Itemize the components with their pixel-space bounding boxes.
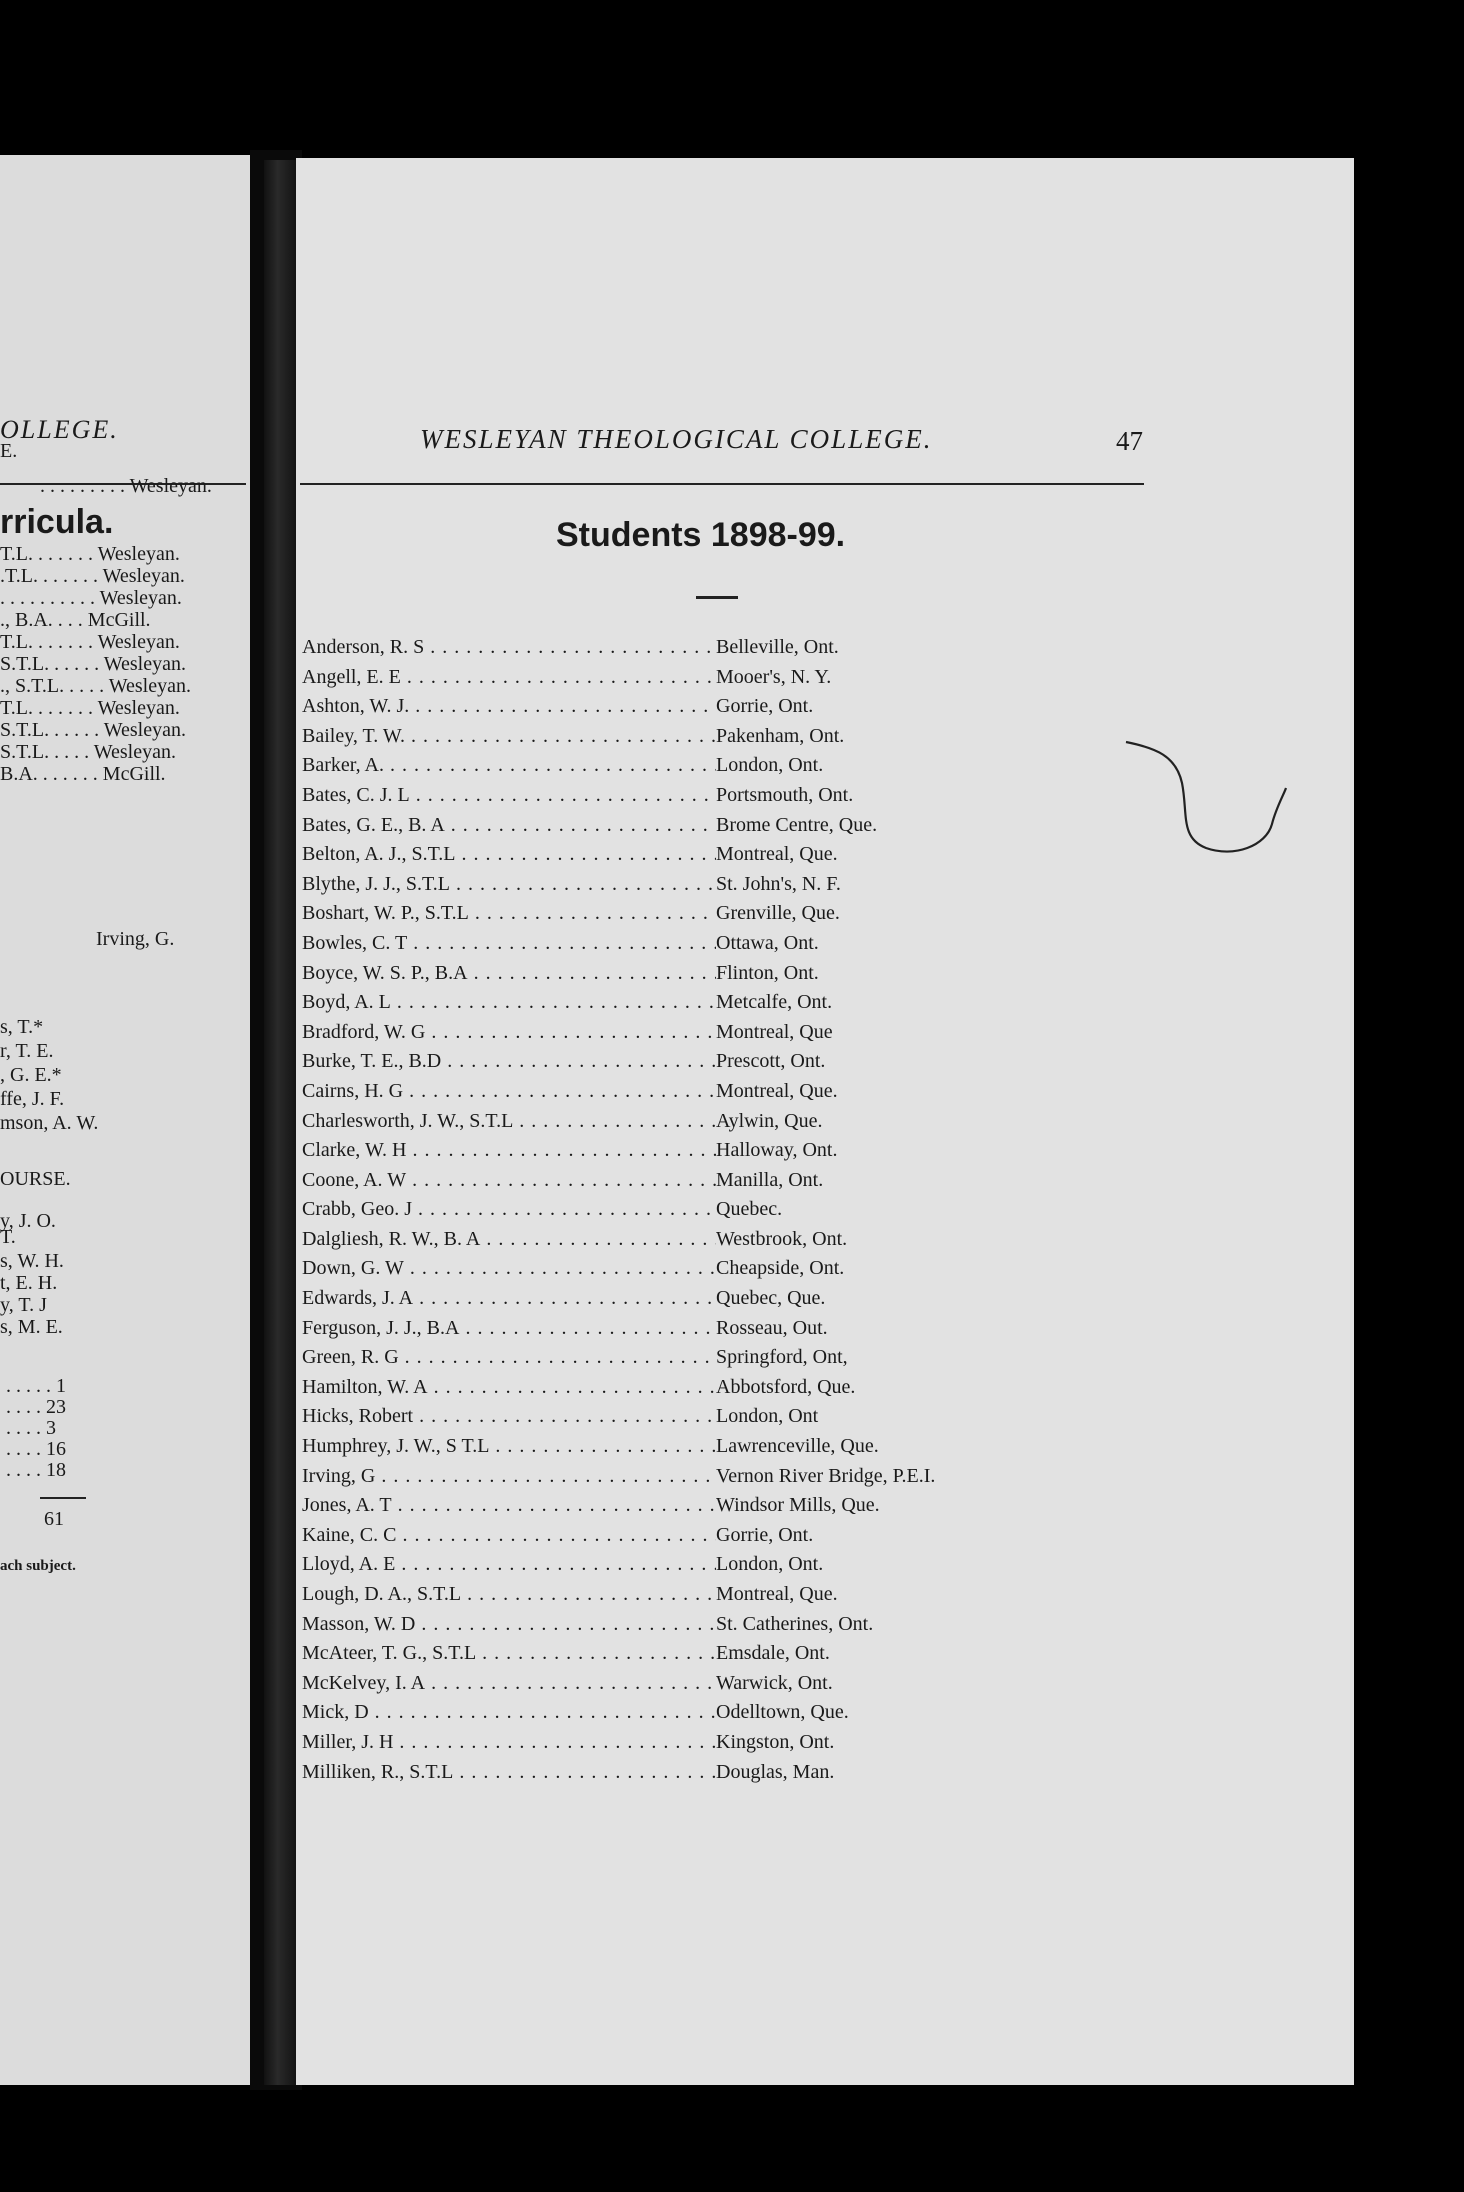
student-name: Miller, J. H . . . bbox=[302, 1731, 716, 1754]
student-hometown: Gorrie, Ont. bbox=[716, 695, 814, 718]
student-row bbox=[302, 1080, 1202, 1110]
student-name: Charlesworth, J. W., S.T.L . . . bbox=[302, 1110, 716, 1133]
left-fragment: . . . . . . . . . Wesleyan. bbox=[40, 475, 212, 497]
student-row bbox=[302, 1583, 1202, 1613]
left-fragment: ffe, J. F. bbox=[0, 1088, 65, 1110]
student-hometown: Grenville, Que. bbox=[716, 902, 840, 925]
student-row bbox=[302, 1613, 1202, 1643]
left-fragment: , G. E.* bbox=[0, 1064, 62, 1086]
student-name: Bailey, T. W. . . . bbox=[302, 725, 716, 748]
student-hometown: Mooer's, N. Y. bbox=[716, 665, 832, 688]
student-row bbox=[302, 666, 1202, 696]
student-name: Ashton, W. J. . . . bbox=[302, 695, 716, 718]
student-row bbox=[302, 1701, 1202, 1731]
student-row bbox=[302, 1169, 1202, 1199]
student-name: Bradford, W. G . . . bbox=[302, 1021, 716, 1044]
student-row bbox=[302, 1110, 1202, 1140]
pen-scribble-mark bbox=[1116, 728, 1316, 878]
previous-page-fragment bbox=[0, 155, 250, 2085]
student-row bbox=[302, 1642, 1202, 1672]
left-fragment: T. bbox=[0, 1226, 16, 1248]
running-head: WESLEYAN THEOLOGICAL COLLEGE. bbox=[420, 424, 933, 454]
student-name: Irving, G . . . bbox=[302, 1465, 716, 1488]
student-name: Boyce, W. S. P., B.A . . . bbox=[302, 962, 716, 985]
student-hometown: Flinton, Ont. bbox=[716, 961, 819, 984]
student-name: Milliken, R., S.T.L . . . bbox=[302, 1761, 716, 1784]
page-47 bbox=[296, 158, 1354, 2085]
student-name: Ferguson, J. J., B.A . . . bbox=[302, 1317, 716, 1340]
student-hometown: Springford, Ont, bbox=[716, 1346, 848, 1369]
left-fragment: . . . . 16 bbox=[6, 1438, 66, 1460]
left-fragment: T.L. . . . . . . Wesleyan. bbox=[0, 697, 180, 719]
student-name: Edwards, J. A . . . bbox=[302, 1287, 716, 1310]
student-name: McAteer, T. G., S.T.L . . . bbox=[302, 1642, 716, 1665]
student-row bbox=[302, 1405, 1202, 1435]
student-hometown: St. John's, N. F. bbox=[716, 872, 841, 895]
student-row bbox=[302, 1731, 1202, 1761]
student-row bbox=[302, 1021, 1202, 1051]
left-fragment: y, J. O. bbox=[0, 1210, 56, 1232]
student-name: Lloyd, A. E . . . bbox=[302, 1553, 716, 1576]
left-section-title: rricula. bbox=[0, 503, 114, 541]
student-hometown: Ottawa, Ont. bbox=[716, 931, 819, 954]
student-name: Blythe, J. J., S.T.L . . . bbox=[302, 873, 716, 896]
student-name: Belton, A. J., S.T.L . . . bbox=[302, 843, 716, 866]
left-fragment: . . . . 18 bbox=[6, 1459, 66, 1481]
left-fragment: . . . . . 1 bbox=[6, 1375, 66, 1397]
student-name: Boshart, W. P., S.T.L . . . bbox=[302, 902, 716, 925]
student-name: Hamilton, W. A . . . bbox=[302, 1376, 716, 1399]
student-row bbox=[302, 1317, 1202, 1347]
left-fragment: B.A. . . . . . . McGill. bbox=[0, 763, 166, 785]
left-fragment: Irving, G. bbox=[96, 928, 175, 950]
student-hometown: Prescott, Ont. bbox=[716, 1050, 826, 1073]
student-row bbox=[302, 695, 1202, 725]
student-row bbox=[302, 991, 1202, 1021]
student-row bbox=[302, 1761, 1202, 1791]
student-name: Dalgliesh, R. W., B. A . . . bbox=[302, 1228, 716, 1251]
left-fragment: T.L. . . . . . . Wesleyan. bbox=[0, 631, 180, 653]
page-number: 47 bbox=[1116, 426, 1143, 456]
student-hometown: London, Ont. bbox=[716, 754, 824, 777]
student-row bbox=[302, 932, 1202, 962]
left-fragment: . . . . . . . . . . Wesleyan. bbox=[0, 587, 182, 609]
student-name: Angell, E. E . . . bbox=[302, 666, 716, 689]
student-hometown: Brome Centre, Que. bbox=[716, 813, 878, 836]
left-fragment: s, T.* bbox=[0, 1016, 44, 1038]
left-fragment: . . . . 23 bbox=[6, 1396, 66, 1418]
left-fragment: 61 bbox=[44, 1508, 64, 1530]
student-hometown: Manilla, Ont. bbox=[716, 1168, 824, 1191]
student-name: Boyd, A. L . . . bbox=[302, 991, 716, 1014]
left-total-rule bbox=[40, 1497, 86, 1499]
student-name: Jones, A. T . . . bbox=[302, 1494, 716, 1517]
student-hometown: Montreal, Que. bbox=[716, 1583, 838, 1605]
student-row bbox=[302, 1376, 1202, 1406]
student-hometown: Montreal, Que. bbox=[716, 843, 838, 866]
left-fragment: .T.L. . . . . . . Wesleyan. bbox=[0, 565, 185, 587]
student-row bbox=[302, 902, 1202, 932]
left-fragment: OURSE. bbox=[0, 1168, 71, 1190]
student-hometown: Lawrenceville, Que. bbox=[716, 1435, 879, 1458]
student-name: McKelvey, I. A . . . bbox=[302, 1672, 716, 1695]
student-row bbox=[302, 1050, 1202, 1080]
student-row bbox=[302, 1257, 1202, 1287]
student-name: Coone, A. W . . . bbox=[302, 1169, 716, 1192]
student-hometown: Montreal, Que bbox=[716, 1020, 833, 1043]
student-hometown: Odelltown, Que. bbox=[716, 1701, 849, 1724]
left-fragment: S.T.L. . . . . Wesleyan. bbox=[0, 741, 176, 763]
student-name: Masson, W. D . . . bbox=[302, 1613, 716, 1636]
student-hometown: Emsdale, Ont. bbox=[716, 1642, 830, 1665]
student-hometown: Gorrie, Ont. bbox=[716, 1523, 814, 1546]
left-fragment: r, T. E. bbox=[0, 1040, 54, 1062]
student-row bbox=[302, 814, 1202, 844]
student-name: Bates, G. E., B. A . . . bbox=[302, 814, 716, 837]
student-name: Crabb, Geo. J . . . bbox=[302, 1198, 716, 1221]
student-hometown: Aylwin, Que. bbox=[716, 1109, 823, 1132]
left-fragment: S.T.L. . . . . . Wesleyan. bbox=[0, 653, 186, 675]
student-hometown: Metcalfe, Ont. bbox=[716, 991, 833, 1014]
student-hometown: Rosseau, Out. bbox=[716, 1316, 828, 1339]
student-row bbox=[302, 784, 1202, 814]
student-name: Kaine, C. C . . . bbox=[302, 1524, 716, 1547]
student-row bbox=[302, 1553, 1202, 1583]
left-fragment: S.T.L. . . . . . Wesleyan. bbox=[0, 719, 186, 741]
student-list bbox=[302, 636, 1202, 1790]
student-hometown: Douglas, Man. bbox=[716, 1760, 835, 1783]
student-name: Down, G. W . . . bbox=[302, 1257, 716, 1280]
student-row bbox=[302, 1465, 1202, 1495]
student-row bbox=[302, 754, 1202, 784]
student-name: Barker, A. . . . bbox=[302, 754, 716, 777]
student-hometown: Abbotsford, Que. bbox=[716, 1375, 856, 1398]
student-row bbox=[302, 873, 1202, 903]
left-fragment: T.L. . . . . . . Wesleyan. bbox=[0, 543, 180, 565]
left-fragment: s, W. H. bbox=[0, 1250, 64, 1272]
student-hometown: Quebec. bbox=[716, 1198, 783, 1221]
left-fragment: E. bbox=[0, 440, 18, 462]
left-running-head: OLLEGE. bbox=[0, 415, 119, 444]
student-row bbox=[302, 1672, 1202, 1702]
student-row bbox=[302, 1228, 1202, 1258]
student-name: Green, R. G . . . bbox=[302, 1346, 716, 1369]
student-hometown: Portsmouth, Ont. bbox=[716, 783, 854, 806]
left-fragment: ., B.A. . . . McGill. bbox=[0, 609, 151, 631]
student-name: Anderson, R. S . . . bbox=[302, 636, 716, 659]
gutter-shadow bbox=[264, 160, 298, 2085]
student-row bbox=[302, 1139, 1202, 1169]
student-name: Bates, C. J. L . . . bbox=[302, 784, 716, 807]
head-rule bbox=[300, 483, 1144, 485]
student-row bbox=[302, 1287, 1202, 1317]
student-row bbox=[302, 1524, 1202, 1554]
left-fragment: ach subject. bbox=[0, 1558, 76, 1574]
student-name: Lough, D. A., S.T.L . . . bbox=[302, 1583, 716, 1606]
left-fragment: mson, A. W. bbox=[0, 1112, 99, 1134]
student-name: Humphrey, J. W., S T.L . . . bbox=[302, 1435, 716, 1458]
left-fragment: y, T. J bbox=[0, 1294, 47, 1316]
student-hometown: Halloway, Ont. bbox=[716, 1139, 838, 1162]
student-row bbox=[302, 843, 1202, 873]
student-hometown: London, Ont. bbox=[716, 1553, 824, 1576]
student-hometown: Kingston, Ont. bbox=[716, 1730, 835, 1753]
student-name: Clarke, W. H . . . bbox=[302, 1139, 716, 1162]
student-row bbox=[302, 1198, 1202, 1228]
student-row bbox=[302, 1346, 1202, 1376]
student-name: Cairns, H. G . . . bbox=[302, 1080, 716, 1103]
student-row bbox=[302, 962, 1202, 992]
left-fragment: . . . . 3 bbox=[6, 1417, 56, 1439]
left-fragment: t, E. H. bbox=[0, 1272, 58, 1294]
student-name: Bowles, C. T . . . bbox=[302, 932, 716, 955]
student-hometown: Pakenham, Ont. bbox=[716, 724, 845, 747]
student-row bbox=[302, 725, 1202, 755]
title-dash bbox=[696, 596, 738, 599]
left-fragment: ., S.T.L. . . . . Wesleyan. bbox=[0, 675, 191, 697]
student-hometown: Warwick, Ont. bbox=[716, 1671, 833, 1694]
student-hometown: Montreal, Que. bbox=[716, 1079, 838, 1102]
student-row bbox=[302, 1435, 1202, 1465]
student-hometown: Belleville, Ont. bbox=[716, 636, 839, 658]
page-title: Students 1898-99. bbox=[556, 516, 846, 554]
student-hometown: Westbrook, Ont. bbox=[716, 1227, 848, 1250]
student-hometown: St. Catherines, Ont. bbox=[716, 1612, 874, 1635]
student-name: Mick, D . . . bbox=[302, 1701, 716, 1724]
student-hometown: Cheapside, Ont. bbox=[716, 1257, 845, 1280]
student-row bbox=[302, 1494, 1202, 1524]
student-hometown: Quebec, Que. bbox=[716, 1287, 826, 1310]
student-name: Burke, T. E., B.D . . . bbox=[302, 1050, 716, 1073]
student-hometown: Windsor Mills, Que. bbox=[716, 1494, 880, 1517]
student-row bbox=[302, 636, 1202, 666]
student-hometown: London, Ont bbox=[716, 1405, 819, 1428]
left-fragment: s, M. E. bbox=[0, 1316, 63, 1338]
student-name: Hicks, Robert . . . bbox=[302, 1405, 716, 1428]
student-hometown: Vernon River Bridge, P.E.I. bbox=[716, 1464, 936, 1487]
